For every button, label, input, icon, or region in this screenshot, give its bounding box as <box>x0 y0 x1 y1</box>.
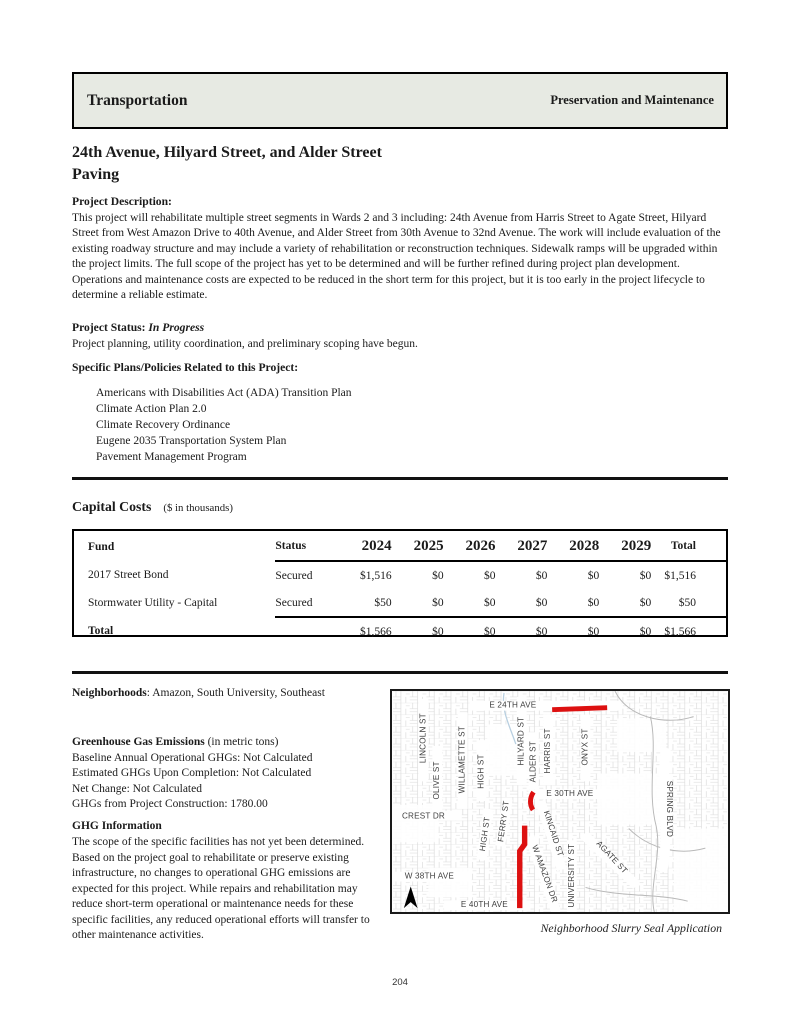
section-divider <box>72 477 728 480</box>
cell-amount: $0 <box>587 569 600 582</box>
ghg-line: Estimated GHGs Upon Completion: Not Calculated <box>72 767 312 779</box>
map-label-olive-st: OLIVE ST <box>432 761 442 800</box>
list-item: Eugene 2035 Transportation System Plan <box>96 435 287 447</box>
map-label-crest-dr: CREST DR <box>401 811 445 821</box>
cell-fund: Stormwater Utility - Capital <box>88 597 218 609</box>
map-label-ferry-st: FERRY ST <box>496 800 511 843</box>
map-label-alder-st: ALDER ST <box>528 741 538 783</box>
project-title-line2: Paving <box>72 166 120 183</box>
table-row <box>74 561 726 589</box>
map-label-w-38th-ave: W 38TH AVE <box>404 871 455 881</box>
column-header-fund: Fund <box>88 540 115 553</box>
segment-24th-ave <box>552 708 607 710</box>
cell-amount: $0 <box>483 596 496 609</box>
project-description-label: Project Description: <box>72 195 172 208</box>
column-header-year: 2027 <box>495 532 547 561</box>
map-label-w-amazon-dr: W AMAZON DR <box>530 843 560 904</box>
capital-costs-table-frame <box>72 529 728 637</box>
ghg-line: GHGs from Project Construction: 1780.00 <box>72 798 268 810</box>
cell-status: Secured <box>275 569 313 582</box>
cell-status: Secured <box>275 596 313 609</box>
cell-amount: $0 <box>639 569 652 582</box>
banner-category: Transportation <box>87 91 188 109</box>
section-divider <box>72 671 728 674</box>
list-item: Climate Action Plan 2.0 <box>96 403 207 415</box>
cell-amount: $0 <box>392 617 444 645</box>
column-header-year: 2029 <box>599 532 651 561</box>
map-caption: Neighborhood Slurry Seal Application <box>540 921 722 935</box>
cell-amount: $1,516 <box>360 569 392 582</box>
ghg-line: Net Change: Not Calculated <box>72 782 202 795</box>
capital-costs-heading <box>72 498 233 516</box>
project-title <box>72 142 382 186</box>
project-status-label: Project Status: <box>72 321 149 334</box>
column-header-year: 2026 <box>444 532 496 561</box>
cell-amount: $0 <box>432 596 444 609</box>
project-location-map <box>390 689 730 914</box>
capital-costs-title: Capital Costs <box>72 499 152 514</box>
map-label-agate-st: AGATE ST <box>594 839 630 876</box>
project-status-note: Project planning, utility coordination, and preliminary scoping have begun. <box>72 338 418 350</box>
column-header-year: 2024 <box>340 532 392 561</box>
map-label-lincoln-st: LINCOLN ST <box>418 713 428 764</box>
map-label-high-st-north: HIGH ST <box>476 754 486 789</box>
ghg-information-body: The scope of the specific facilities has not yet been determined. Based on the project goal to rehabilitate or preserve existing infrastructure, no changes to operational GHG emissions are expected for this project. While repairs and rehabilitation may reduce short-term operational or maintenance needs for these specific facilities, any reduced operational efforts will transfer to other maintenance activities. <box>72 836 370 941</box>
ghg-emissions-block <box>72 735 312 813</box>
project-status-value: In Progress <box>148 321 205 334</box>
neighborhoods-value: : Amazon, South University, Southeast <box>146 687 325 699</box>
map-label-willamette-st: WILLAMETTE ST <box>457 726 467 794</box>
category-banner <box>72 72 728 129</box>
ghg-information-label: GHG Information <box>72 820 162 832</box>
neighborhoods-label: Neighborhoods <box>72 687 147 699</box>
cell-amount: $0 <box>432 569 444 582</box>
map-label-kincaid-st: KINCAID ST <box>541 809 566 858</box>
map-label-e-24th-ave: E 24TH AVE <box>489 700 537 710</box>
cell-status <box>275 617 339 645</box>
list-item: Americans with Disabilities Act (ADA) Transition Plan <box>96 387 352 399</box>
page-number: 204 <box>392 977 408 988</box>
cell-fund: 2017 Street Bond <box>88 569 169 581</box>
capital-costs-subtitle: ($ in thousands) <box>163 502 233 514</box>
project-status-line <box>72 321 204 334</box>
list-item: Pavement Management Program <box>96 451 247 463</box>
map-label-hilyard-st: HILYARD ST <box>516 716 526 766</box>
cell-amount: $0 <box>547 617 599 645</box>
map-label-e-40th-ave: E 40TH AVE <box>460 900 508 910</box>
cell-amount: $50 <box>374 596 392 609</box>
plans-policies-label: Specific Plans/Policies Related to this Project: <box>72 361 299 374</box>
cell-amount: $0 <box>599 617 651 645</box>
map-label-harris-st: HARRIS ST <box>543 728 553 774</box>
column-header-year: 2028 <box>547 532 599 561</box>
cell-amount: $0 <box>495 617 547 645</box>
map-label-e-30th-ave: E 30TH AVE <box>546 789 594 799</box>
map-label-high-st-south: HIGH ST <box>477 816 492 852</box>
column-header-year: 2025 <box>392 532 444 561</box>
ghg-emissions-unit: (in metric tons) <box>204 736 279 748</box>
cell-amount: $0 <box>639 596 652 609</box>
table-row <box>74 589 726 617</box>
cell-amount: $1,516 <box>664 569 696 582</box>
column-header-total: Total <box>651 532 726 561</box>
column-header-status: Status <box>275 532 339 561</box>
cell-amount: $50 <box>678 596 696 609</box>
cell-amount: $0 <box>483 569 496 582</box>
cell-amount: $0 <box>444 617 496 645</box>
table-total-row <box>74 617 726 645</box>
plans-policies-list <box>96 385 352 465</box>
list-item: Climate Recovery Ordinance <box>96 419 231 431</box>
cell-total-label: Total <box>88 625 114 637</box>
ghg-line: Baseline Annual Operational GHGs: Not Calculated <box>72 751 313 764</box>
ghg-emissions-label: Greenhouse Gas Emissions <box>72 736 205 748</box>
cell-amount: $0 <box>535 596 548 609</box>
map-label-university-st: UNIVERSITY ST <box>566 843 576 908</box>
cell-amount: $1,566 <box>651 617 726 645</box>
project-title-line1: 24th Avenue, Hilyard Street, and Alder Street <box>72 144 382 161</box>
cell-amount: $1,566 <box>340 617 392 645</box>
map-image <box>392 691 728 912</box>
banner-subcategory: Preservation and Maintenance <box>550 93 714 107</box>
map-label-onyx-st: ONYX ST <box>580 728 590 766</box>
cell-amount: $0 <box>587 596 600 609</box>
table-header-row <box>74 532 726 561</box>
project-description-body: This project will rehabilitate multiple street segments in Wards 2 and 3 including: 24th Avenue from Harris Street to Agate Street, Hilyard Street from West Amazon Drive to 40th Avenue, and Alder Street from 30th Avenue to 32nd Avenue. The work will include evaluation of the existing roadway structure and may include a variety of rehabilitation or reconstruction techniques. Sidewalk ramps will be upgraded within the project limits. The full scope of the project has yet to be determined and will be further refined during project plan development. Operations and maintenance costs are expected to be reduced in the short term for this project, but it is too early in the project lifecycle to determine a reliable estimate. <box>72 212 721 302</box>
neighborhoods-block <box>72 686 325 702</box>
map-label-spring-blvd: SPRING BLVD <box>665 780 675 838</box>
capital-costs-table <box>74 532 726 645</box>
cell-amount: $0 <box>535 569 548 582</box>
